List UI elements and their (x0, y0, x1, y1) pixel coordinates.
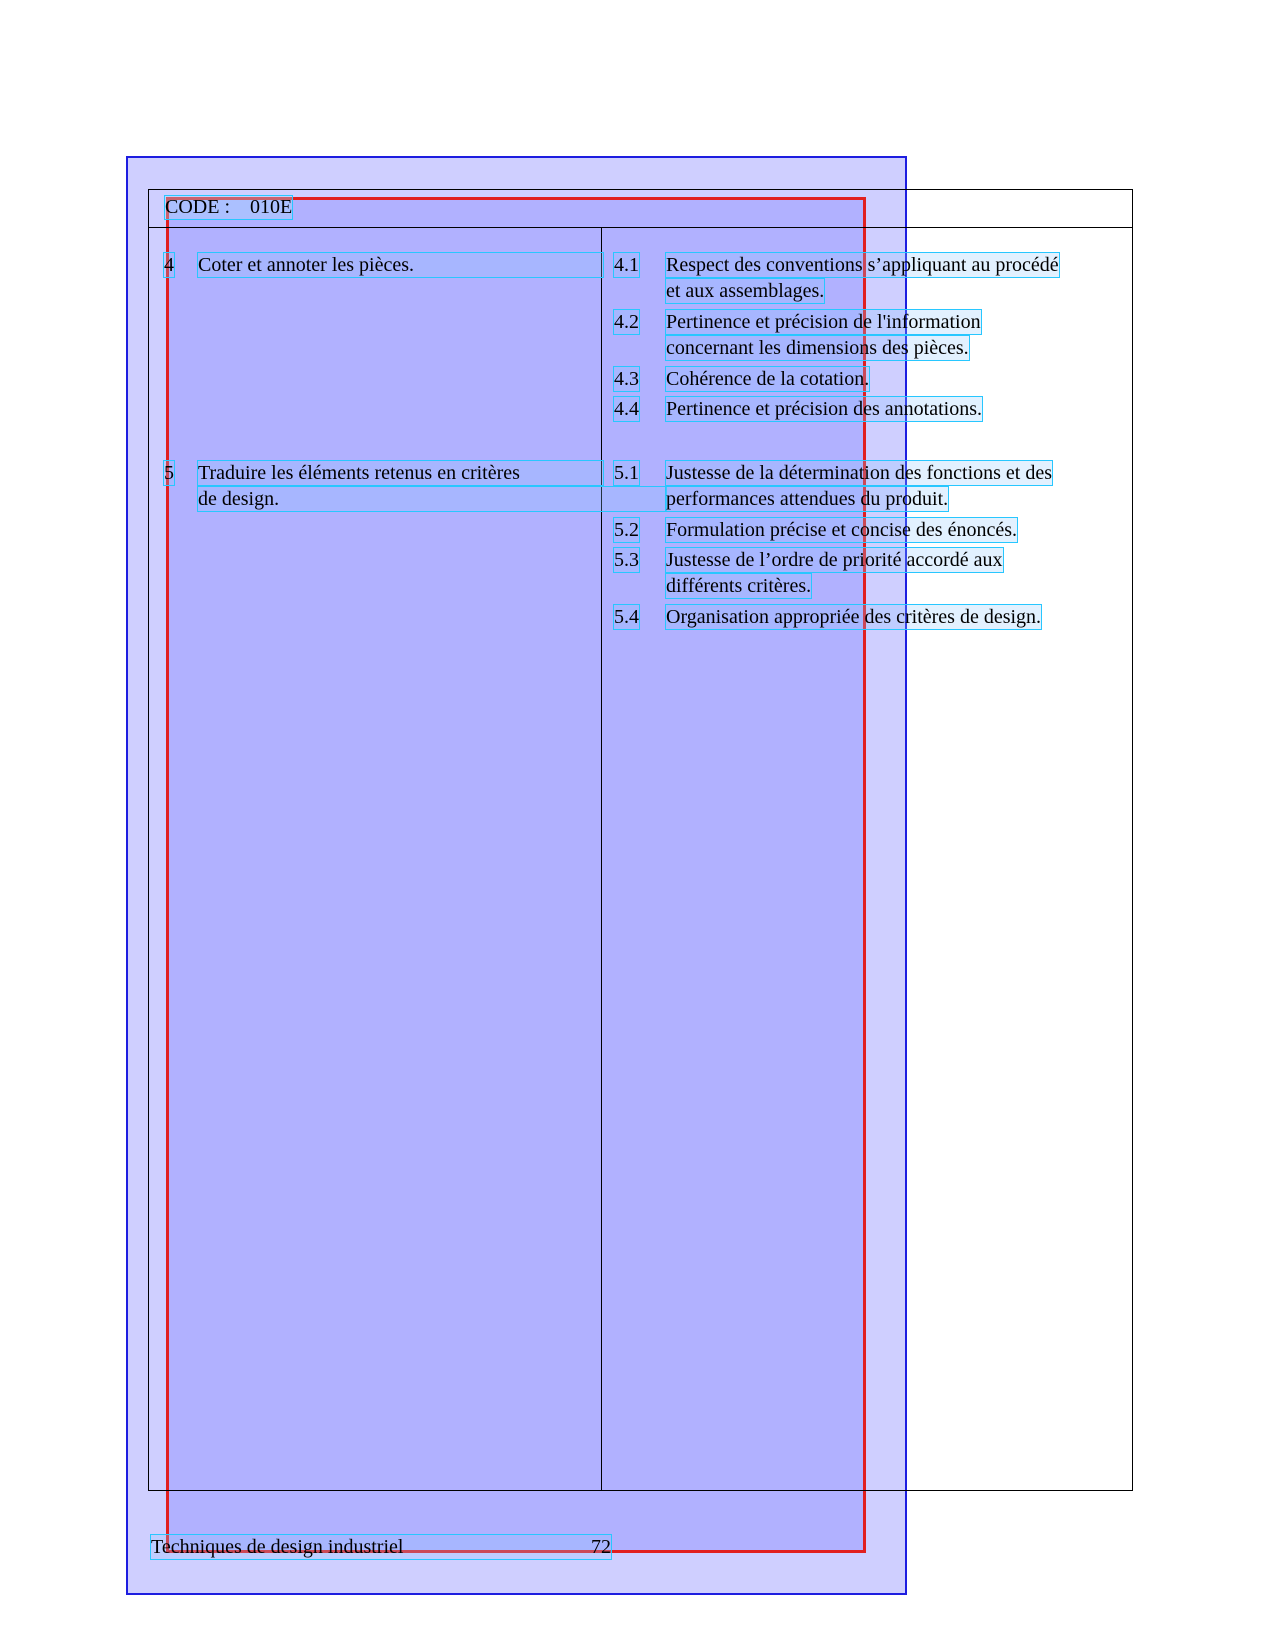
left-item-line: de design. (198, 487, 666, 511)
right-item-line: Organisation appropriée des critères de design. (666, 606, 1042, 628)
right-item-line: différents critères. (666, 575, 812, 597)
competency-table (148, 189, 1133, 1491)
right-item-line: Justesse de la détermination des fonctions et des (666, 462, 1053, 484)
right-item-number: 5.4 (614, 606, 639, 628)
right-item-line: Justesse de l’ordre de priorité accordé aux (666, 549, 1003, 571)
footer-title: Techniques de design industriel (151, 1536, 404, 1558)
right-item-number: 4.1 (614, 254, 639, 276)
right-item-line: concernant les dimensions des pièces. (666, 337, 969, 359)
left-item-line: Coter et annoter les pièces. (198, 253, 603, 277)
right-item-line: performances attendues du produit. (666, 488, 949, 510)
right-item-line: et aux assemblages. (666, 280, 825, 302)
left-item-line: Traduire les éléments retenus en critères (198, 461, 603, 485)
column-divider (601, 228, 602, 1490)
right-item-line: Pertinence et précision de l'information (666, 311, 981, 333)
right-item-number: 5.1 (614, 462, 639, 484)
page-footer (151, 1535, 611, 1559)
right-item-number: 4.2 (614, 311, 639, 333)
right-item-number: 5.2 (614, 519, 639, 541)
right-item-number: 4.4 (614, 398, 639, 420)
right-item-number: 5.3 (614, 549, 639, 571)
left-item-number: 4 (164, 254, 174, 276)
page-number: 72 (591, 1536, 611, 1558)
right-item-line: Cohérence de la cotation. (666, 368, 870, 390)
code-label: CODE : 010E (165, 196, 293, 218)
right-item-line: Respect des conventions s’appliquant au procédé (666, 254, 1059, 276)
right-item-line: Formulation précise et concise des énoncés. (666, 519, 1017, 541)
table-header-row (149, 190, 1132, 228)
right-item-number: 4.3 (614, 368, 639, 390)
right-item-line: Pertinence et précision des annotations. (666, 398, 983, 420)
left-item-number: 5 (164, 462, 174, 484)
